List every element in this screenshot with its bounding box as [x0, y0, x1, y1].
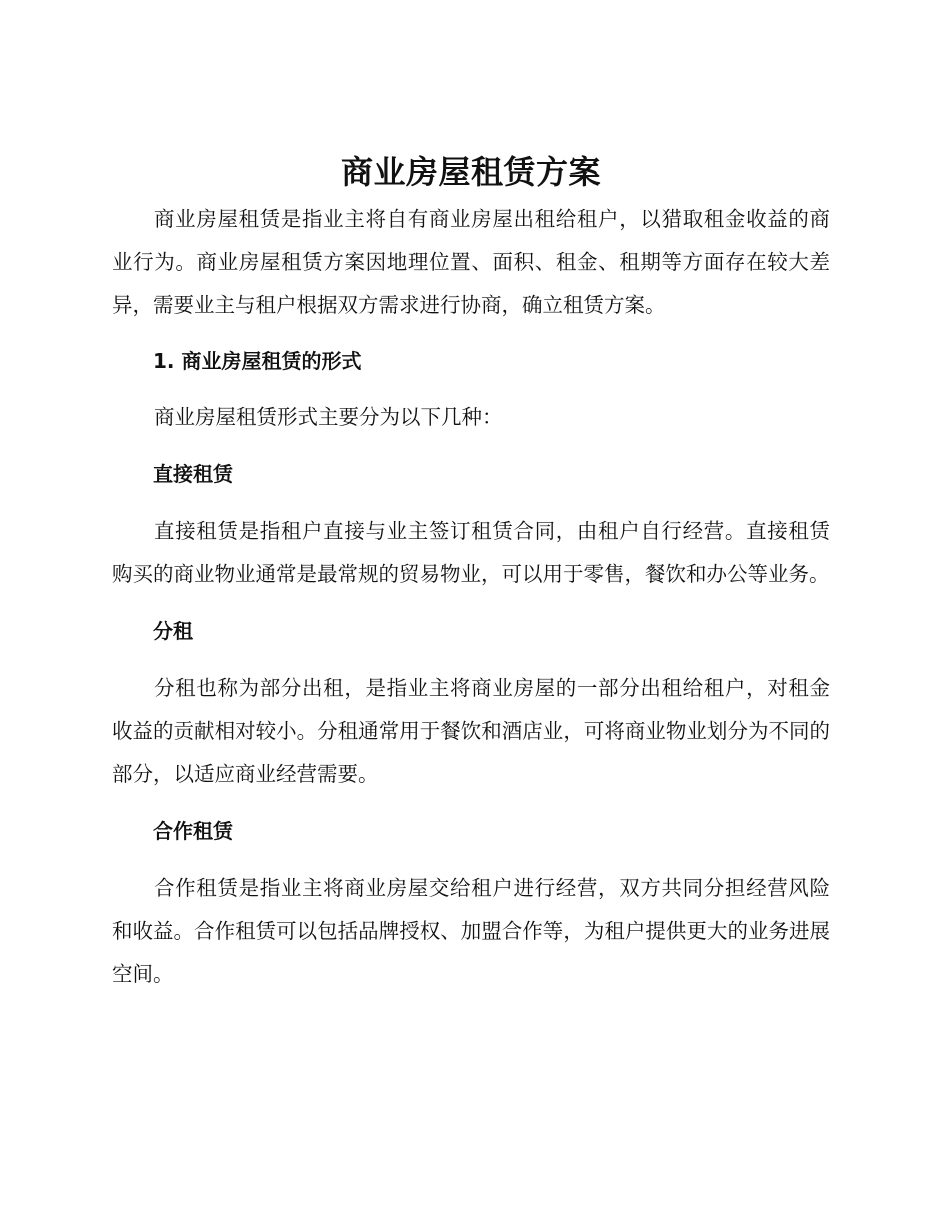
form-body-sublet: 分租也称为部分出租，是指业主将商业房屋的一部分出租给租户，对租金收益的贡献相对较小。分租通常用于餐饮和酒店业，可将商业物业划分为不同的部分，以适应商业经营需要。: [112, 676, 830, 786]
spacer: [112, 439, 830, 453]
document-page: [112, 150, 830, 996]
spacer: [112, 596, 830, 610]
spacer: [112, 327, 830, 340]
form-heading-cooperative: 合作租赁: [153, 819, 233, 843]
spacer: [112, 653, 830, 667]
spacer: [112, 383, 830, 396]
form-body-cooperative: 合作租赁是指业主将商业房屋交给租户进行经营，双方共同分担经营风险和收益。合作租赁可以包括品牌授权、加盟合作等，为租户提供更大的业务进展空间。: [112, 876, 830, 986]
document-title: 商业房屋租赁方案: [340, 153, 601, 191]
form-heading-direct: 直接租赁: [153, 462, 233, 486]
spacer: [112, 796, 830, 810]
section-heading: 1. 商业房屋租赁的形式: [153, 349, 362, 373]
spacer: [112, 853, 830, 867]
intro-paragraph: 商业房屋租赁是指业主将自有商业房屋出租给租户，以猎取租金收益的商业行为。商业房屋租赁方案因地理位置、面积、租金、租期等方面存在较大差异，需要业主与租户根据双方需求进行协商，确立租赁方案。: [112, 207, 830, 317]
form-heading-sublet: 分租: [153, 619, 193, 643]
spacer: [112, 496, 830, 510]
form-body-direct: 直接租赁是指租户直接与业主签订租赁合同，由租户自行经营。直接租赁购买的商业物业通常是最常规的贸易物业，可以用于零售，餐饮和办公等业务。: [112, 519, 830, 586]
section-lead-paragraph: 商业房屋租赁形式主要分为以下几种：: [154, 405, 503, 429]
